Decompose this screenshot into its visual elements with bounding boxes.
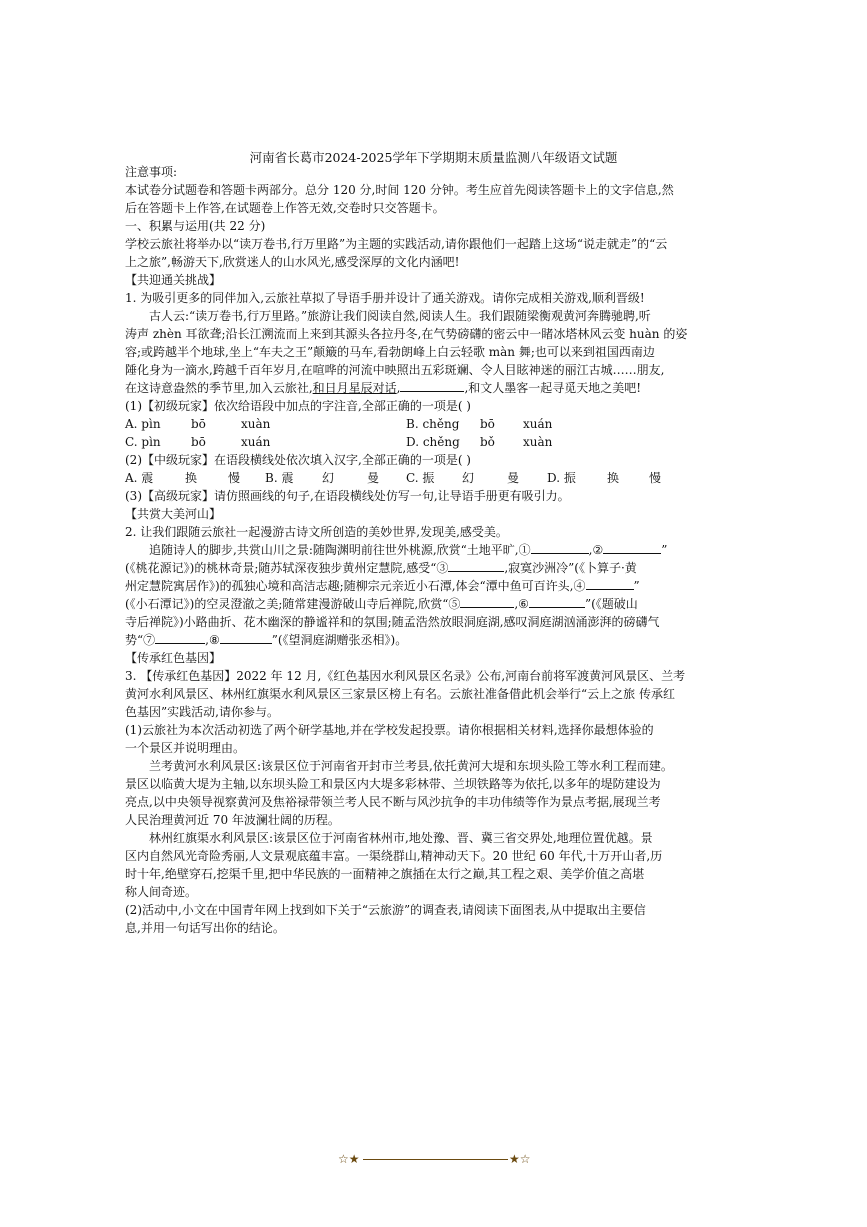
passage-line: 涛声 zhèn 耳欲聋;沿长江溯流而上来到其源头各拉丹冬,在气势磅礴的密云中一睹冰塔林风云变 huàn 的姿 xyxy=(125,327,688,341)
answer-blank-3[interactable] xyxy=(448,559,504,572)
material-linzhou: 区内自然风光奇险秀丽,人文景观底蕴丰富。一渠绕群山,精神动天下。20 世纪 60 年代,十万开山者,历 xyxy=(125,849,663,863)
option-a: A. 震 xyxy=(125,471,154,485)
passage-line: 容;或跨越半个地球,坐上“车夫之王”颠簸的马车,看勃朗峰上白云轻歌 màn 舞;也可以来到祖国西南边 xyxy=(125,345,655,359)
answer-blank[interactable] xyxy=(400,379,464,392)
material-lankao: 景区以临黄大堤为主轴,以东坝头险工和景区内大堤多彩林带、兰坝铁路等为依托,以多年的堤防建设为 xyxy=(125,777,661,791)
sub-question-2: (2)活动中,小文在中国青年网上找到如下关于“云旅游”的调查表,请阅读下面图表,从中提取出主要信 xyxy=(125,903,646,917)
material-lankao: 兰考黄河水利风景区:该景区位于河南省开封市兰考县,依托黄河大堤和东坝头险工等水利工程而建。 xyxy=(149,759,673,773)
option-b: B. 震 xyxy=(265,471,294,485)
poem-text: 追随诗人的脚步,共赏山川之景:随陶渊明前往世外桃源,欣赏“土地平旷,① xyxy=(149,543,531,557)
underlined-sentence: 和日月星辰对话 xyxy=(312,381,397,395)
option-c-2: 幻 xyxy=(462,471,475,485)
poem-line: 寺后禅院》)小路曲折、花木幽深的静谧祥和的氛围;随孟浩然放眼洞庭湖,感叹洞庭湖汹涌澎湃的磅礴气 xyxy=(125,615,660,629)
poem-text: ”(《望洞庭湖赠张丞相》)。 xyxy=(271,633,408,647)
option-a-3: 慢 xyxy=(228,471,241,485)
question-2: 2. 让我们跟随云旅社一起漫游古诗文所创造的美妙世界,发现美,感受美。 xyxy=(125,525,508,539)
material-linzhou: 称人间奇迹。 xyxy=(125,885,198,899)
poem-text: ”(《题破山 xyxy=(584,597,638,611)
option-b-3: xuán xyxy=(523,417,553,431)
option-b: B. chěng xyxy=(406,417,460,431)
poem-line xyxy=(125,595,745,613)
passage-line: 古人云:“读万卷书,行万里路。”旅游让我们阅读自然,阅读人生。我们跟随梁衡观黄河奔腾驰聘,听 xyxy=(149,309,651,323)
sub-question-2: 息,并用一句话写出你的结论。 xyxy=(125,921,285,935)
section-heading: 一、积累与运用(共 22 分) xyxy=(125,219,266,233)
part-heading: 【传承红色基因】 xyxy=(125,651,222,665)
option-d-3: 慢 xyxy=(649,471,662,485)
part-heading: 【共赏大美河山】 xyxy=(125,507,222,521)
option-a-2: bō xyxy=(191,417,206,431)
star-icon: ☆★ xyxy=(338,1152,360,1166)
poem-line xyxy=(125,541,769,559)
material-lankao: 人民治理黄河近 70 年波澜壮阔的历程。 xyxy=(125,813,340,827)
sub-question-1: 一个景区并说明理由。 xyxy=(125,741,246,755)
page-title: 河南省长葛市2024-2025学年下学期期末质量监测八年级语文试题 xyxy=(249,150,618,165)
sub-question-3: (3)【高级玩家】请仿照画线的句子,在语段横线处仿写一句,让导语手册更有吸引力。 xyxy=(125,489,570,503)
notice-line: 本试卷分试题卷和答题卡两部分。总分 120 分,时间 120 分钟。考生应首先阅读答题卡上的文字信息,然 xyxy=(125,183,674,197)
option-b-2: 幻 xyxy=(322,471,335,485)
material-linzhou: 时十年,绝壁穿石,挖渠千里,把中华民族的一面精神之旗插在太行之巅,其工程之艰、美学价值之高堪 xyxy=(125,867,645,881)
answer-blank-7[interactable] xyxy=(155,631,205,644)
option-c-3: 曼 xyxy=(507,471,520,485)
option-d: D. 振 xyxy=(547,471,576,485)
section-intro: 学校云旅社将举办以“读万卷书,行万里路”为主题的实践活动,请你跟他们一起踏上这场“说走就走”的“云 xyxy=(125,237,668,251)
answer-blank-5[interactable] xyxy=(460,595,514,608)
star-icon: ★☆ xyxy=(509,1152,531,1166)
answer-blank-8[interactable] xyxy=(220,631,272,644)
poem-text: ” xyxy=(633,579,640,593)
poem-text: ,⑥ xyxy=(514,597,529,611)
poem-text: (《桃花源记》)的桃林奇景;随苏轼深夜独步黄州定慧院,感受“③ xyxy=(125,561,449,575)
question-3: 色基因”实践活动,请你参与。 xyxy=(125,705,279,719)
answer-blank-4[interactable] xyxy=(586,577,634,590)
material-lankao: 亮点,以中央领导视察黄河及焦裕禄带领兰考人民不断与风沙抗争的丰功伟绩等作为景点考据,展现兰考 xyxy=(125,795,661,809)
part-heading: 【共迎通关挑战】 xyxy=(125,273,222,287)
answer-blank-2[interactable] xyxy=(603,541,661,554)
passage-line: 陲化身为一滴水,跨越千百年岁月,在喧哗的河流中映照出五彩斑斓、令人目眩神迷的丽江古城……朋友, xyxy=(125,363,665,377)
option-c: C. 振 xyxy=(406,471,435,485)
option-c: C. pìn xyxy=(125,435,161,449)
notice-heading: 注意事项: xyxy=(125,165,178,179)
option-a: A. pìn xyxy=(125,417,161,431)
section-intro: 上之旅”,畅游天下,欣赏迷人的山水风光,感受深厚的文化内涵吧! xyxy=(125,255,460,269)
poem-text: ” xyxy=(661,543,668,557)
passage-text: ,和文人墨客一起寻觅天地之美吧! xyxy=(464,381,642,395)
option-d: D. chěng xyxy=(406,435,460,449)
option-a-2: 换 xyxy=(185,471,198,485)
notice-line: 后在答题卡上作答,在试题卷上作答无效,交卷时只交答题卡。 xyxy=(125,201,445,215)
poem-line xyxy=(125,577,745,595)
option-a-3: xuàn xyxy=(241,417,271,431)
sub-question-1: (1)【初级玩家】依次给语段中加点的字注音,全部正确的一项是( ) xyxy=(125,399,471,413)
passage-line xyxy=(125,379,745,397)
option-d-2: 换 xyxy=(607,471,620,485)
option-c-3: xuán xyxy=(241,435,271,449)
question-1: 1. 为吸引更多的同伴加入,云旅社草拟了导语手册并设计了通关游戏。请你完成相关游戏,顺利晋级! xyxy=(125,291,645,305)
passage-text: 在这诗意盎然的季节里,加入云旅社, xyxy=(125,381,313,395)
question-3: 黄河水利风景区、林州红旗渠水利风景区三家景区榜上有名。云旅社准备借此机会举行“云上之旅 传承红 xyxy=(125,687,675,701)
material-linzhou: 林州红旗渠水利风景区:该景区位于河南省林州市,地处豫、晋、冀三省交界处,地理位置优越。景 xyxy=(149,831,653,845)
option-b-3: 曼 xyxy=(367,471,380,485)
poem-text: ,寂寞沙洲冷”(《卜算子·黄 xyxy=(504,561,637,575)
answer-blank-1[interactable] xyxy=(531,541,589,554)
option-d-2: bǒ xyxy=(480,435,495,449)
option-b-2: bō xyxy=(480,417,495,431)
poem-line xyxy=(125,631,745,649)
footer-ornament xyxy=(338,1152,533,1168)
poem-text: 州定慧院寓居作》)的孤独心境和高洁志趣;随柳宗元亲近小石潭,体会“潭中鱼可百许头,④ xyxy=(125,579,586,593)
poem-text: 势“⑦ xyxy=(125,633,156,647)
option-c-2: bō xyxy=(191,435,206,449)
passage-text: , xyxy=(396,381,401,395)
poem-text: ,⑧ xyxy=(205,633,220,647)
sub-question-2: (2)【中级玩家】在语段横线处依次填入汉字,全部正确的一项是( ) xyxy=(125,453,471,467)
poem-text: (《小石潭记》)的空灵澄澈之美;随常建漫游破山寺后禅院,欣赏“⑤ xyxy=(125,597,461,611)
answer-blank-6[interactable] xyxy=(529,595,585,608)
sub-question-1: (1)云旅社为本次活动初选了两个研学基地,并在学校发起投票。请你根据相关材料,选择你最想体验的 xyxy=(125,723,654,737)
poem-line xyxy=(125,559,745,577)
divider xyxy=(363,1159,508,1160)
poem-text: ,② xyxy=(588,543,604,557)
option-d-3: xuàn xyxy=(523,435,553,449)
question-3: 3. 【传承红色基因】2022 年 12 月,《红色基因水利风景区名录》公布,河南台前将军渡黄河风景区、兰考 xyxy=(125,669,686,683)
